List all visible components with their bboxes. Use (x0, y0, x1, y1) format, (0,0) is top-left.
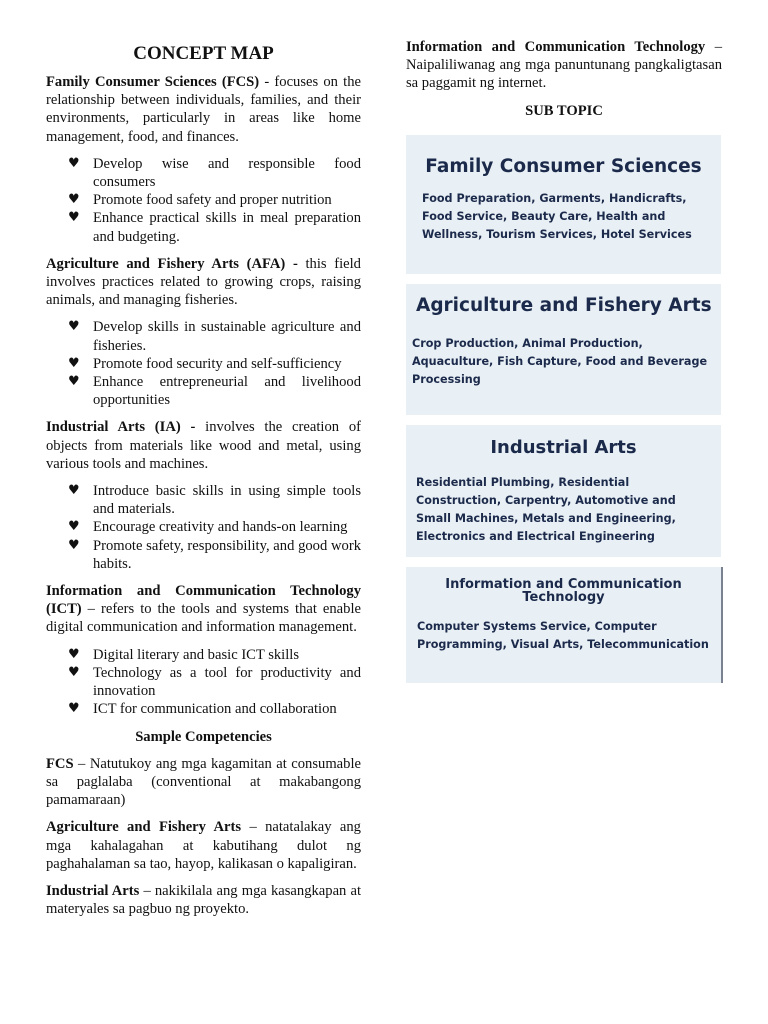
subtopic-card-ict (406, 567, 723, 683)
heart-bullet-icon: ♥ (68, 664, 80, 680)
card-description: Food Preparation, Garments, Handicrafts, Food Service, Beauty Care, Health and Wellness, Tourism Services, Hotel Services (422, 192, 692, 241)
subtopic-heading: SUB TOPIC (525, 102, 603, 119)
afa-term: Agriculture and Fishery Arts (AFA) - (46, 255, 298, 272)
ia-text: involves the creation of objects from materials like wood and metal, using various tools and machines. (46, 419, 361, 472)
subtopic-card-fcs (406, 135, 721, 274)
ict-term: Information and Communication Technology (ICT) (46, 583, 361, 618)
heart-bullet-icon: ♥ (68, 319, 80, 335)
heart-bullet-icon: ♥ (68, 519, 80, 535)
left-column (46, 38, 361, 927)
card-title: Information and Communication Technology (445, 577, 682, 605)
heart-bullet-icon: ♥ (68, 210, 80, 226)
heart-bullet-icon: ♥ (68, 155, 80, 171)
list-item: ♥ Technology as a tool for productivity and innovation (68, 664, 361, 700)
subtopic-card-afa (406, 284, 721, 415)
card-description: Crop Production, Animal Production, Aquaculture, Fish Capture, Food and Beverage Processing (412, 337, 708, 386)
fcs-text: focuses on the relationship between individuals, families, and their environments, particularly in areas like home management, food, and finances. (46, 74, 361, 145)
card-title: Family Consumer Sciences (425, 156, 702, 177)
competency-fcs: FCS – Natutukoy ang mga kagamitan at consumable sa paglalaba (conventional at makabangong pamamaraan) (46, 755, 361, 809)
subtopic-card-ia (406, 425, 721, 557)
list-item: ♥ ICT for communication and collaboration (68, 701, 337, 718)
heart-bullet-icon: ♥ (68, 192, 80, 208)
competency-ia: Industrial Arts – nakikilala ang mga kasangkapan at materyales sa pagbuo ng proyekto. (46, 882, 361, 918)
list-item: ♥ Promote safety, responsibility, and good work habits. (68, 537, 361, 572)
card-description: Residential Plumbing, Residential Construction, Carpentry, Automotive and Small Machines, Metals and Engineering, Electronics and Electrical Engineering (416, 476, 676, 543)
card-description: Computer Systems Service, Computer Programming, Visual Arts, Telecommunication (417, 620, 709, 651)
list-item: ♥ Develop skills in sustainable agriculture and fisheries. (68, 319, 361, 354)
right-column (406, 38, 722, 129)
fcs-term: Family Consumer Sciences (FCS) (46, 74, 260, 90)
list-item: ♥ Introduce basic skills in using simple tools and materials. (68, 483, 361, 518)
afa-objectives (46, 318, 361, 409)
heart-bullet-icon: ♥ (68, 355, 80, 371)
afa-definition (46, 255, 361, 310)
ia-definition (46, 418, 361, 473)
ict-objectives (46, 646, 361, 719)
list-item: ♥ Encourage creativity and hands-on learning (68, 519, 348, 536)
list-item: ♥ Promote food security and self-sufficiency (68, 355, 342, 372)
heart-bullet-icon: ♥ (68, 374, 80, 390)
fcs-objectives (46, 155, 361, 246)
list-item: ♥ Digital literary and basic ICT skills (68, 646, 300, 663)
ict-definition (46, 582, 361, 637)
ia-objectives (46, 482, 361, 573)
fcs-definition: Family Consumer Sciences (FCS) - focuses on the relationship between individuals, families, and their environments, particularly in areas like home management, food, and finances. (46, 74, 361, 145)
competencies-heading: Sample Competencies (135, 728, 272, 745)
heart-bullet-icon: ♥ (68, 483, 80, 499)
afa-text: this field involves practices related to growing crops, raising animals, and managing fisheries. (46, 255, 361, 309)
heart-bullet-icon: ♥ (68, 537, 80, 553)
heart-bullet-icon: ♥ (68, 646, 80, 662)
list-item: ♥ Enhance practical skills in meal preparation and budgeting. (68, 210, 361, 245)
competency-afa: Agriculture and Fishery Arts – natatalakay ang mga kahalagahan at kabutihang dulot ng paghahalaman sa tao, hayop, kalikasan o kapaligiran. (46, 819, 361, 872)
page-title: CONCEPT MAP (133, 43, 274, 64)
ict-text: – refers to the tools and systems that enable digital communication and information management. (46, 601, 361, 636)
card-title: Industrial Arts (490, 437, 637, 458)
list-item: ♥ Enhance entrepreneurial and livelihood opportunities (68, 374, 361, 409)
ia-term: Industrial Arts (IA) - (46, 419, 196, 436)
card-title: Agriculture and Fishery Arts (416, 295, 712, 316)
competency-ict: Information and Communication Technology – Naipaliliwanag ang mga panuntunang pangkaligtasan sa paggamit ng internet. (406, 39, 722, 92)
heart-bullet-icon: ♥ (68, 701, 80, 717)
list-item: ♥ Promote food safety and proper nutrition (68, 192, 332, 209)
list-item: ♥ Develop wise and responsible food consumers (68, 155, 361, 191)
